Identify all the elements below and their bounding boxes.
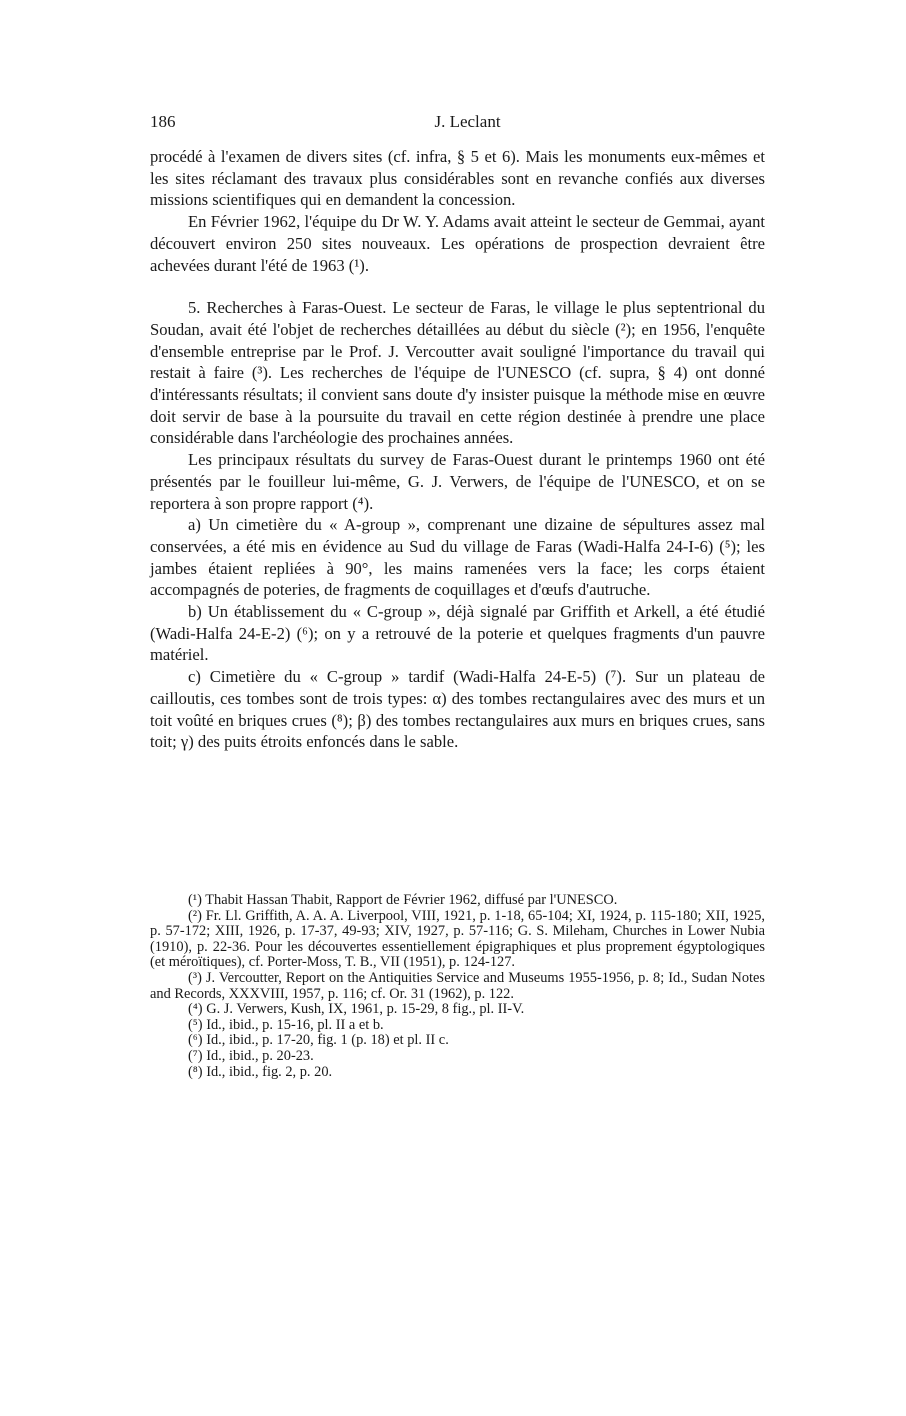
- list-paragraph-b: b) Un établissement du « C-group », déjà signalé par Griffith et Arkell, a été étudié (Wadi-Halfa 24-E-2) (⁶); on y a retrouvé de la poterie et quelques fragments d'un pauvre matériel.: [150, 602, 765, 665]
- paragraph: procédé à l'examen de divers sites (cf. infra, § 5 et 6). Mais les monuments eux-mêmes et les sites réclamant des travaux plus considérables sont en revanche confiés aux diverses missions scientifiques qui en demandent la concession.: [150, 147, 765, 210]
- footnote: (⁴) G. J. Verwers, Kush, IX, 1961, p. 15-29, 8 fig., pl. II-V.: [188, 1001, 525, 1018]
- paragraph: En Février 1962, l'équipe du Dr W. Y. Adams avait atteint le secteur de Gemmai, ayant découvert environ 250 sites nouveaux. Les opérations de prospection devraient être achevées durant l'été de 1963 (¹).: [150, 212, 765, 275]
- footnote: (²) Fr. Ll. Griffith, A. A. A. Liverpool, VIII, 1921, p. 1-18, 65-104; XI, 1924, p. 115-180; XII, 1925, p. 57-172; XIII, 1926, p. 17-37, 49-93; XIV, 1927, p. 57-116; G. S. Mileham, Churches in Lower Nubia (1910), p. 22-36. Pour les découvertes essentiellement épigraphiques et plus proprement égyptologiques (et méroïtiques), cf. Porter-Moss, T. B., VII (1951), p. 124-127.: [150, 907, 765, 971]
- list-paragraph-c: c) Cimetière du « C-group » tardif (Wadi-Halfa 24-E-5) (⁷). Sur un plateau de cailloutis, ces tombes sont de trois types: α) des tombes rectangulaires avec des murs et un toit voûté en briques crues (⁸); β) des tombes rectangulaires aux murs en briques crues, sans toit; γ) des puits étroits enfoncés dans le sable.: [150, 667, 765, 752]
- footnote: (⁷) Id., ibid., p. 20-23.: [188, 1047, 314, 1064]
- section-paragraph: 5. Recherches à Faras-Ouest. Le secteur de Faras, le village le plus septentrional du Soudan, avait été l'objet de recherches détaillées au début du siècle (²); en 1956, l'enquête d'ensemble entreprise par le Prof. J. Vercoutter avait souligné l'importance du travail qui restait à faire (³). Les recherches de l'équipe de l'UNESCO (cf. supra, § 4) ont donné d'intéressants résultats; il convient sans doute d'y insister puisque la méthode mise en œuvre doit servir de base à la poursuite du travail en cette région destinée à prendre une place considérable dans l'archéologie des prochaines années.: [150, 298, 765, 448]
- footnotes: [150, 893, 765, 1080]
- footnote: (³) J. Vercoutter, Report on the Antiquities Service and Museums 1955-1956, p. 8; Id., Sudan Notes and Records, XXXVIII, 1957, p. 116; cf. Or. 31 (1962), p. 122.: [150, 969, 765, 1002]
- running-head: J. Leclant: [434, 112, 501, 131]
- paragraph: Les principaux résultats du survey de Faras-Ouest durant le printemps 1960 ont été présentés par le fouilleur lui-même, G. J. Verwers, de l'équipe de l'UNESCO, et on se reportera à son propre rapport (⁴).: [150, 450, 765, 513]
- footnote: (⁵) Id., ibid., p. 15-16, pl. II a et b.: [188, 1016, 384, 1033]
- list-paragraph-a: a) Un cimetière du « A-group », comprenant une dizaine de sépultures assez mal conservées, a été mis en évidence au Sud du village de Faras (Wadi-Halfa 24-I-6) (⁵); les jambes étaient repliées à 90°, les mains ramenées vers la face; les corps étaient accompagnés de poteries, de fragments de coquillages et d'œufs d'autruche.: [150, 515, 765, 600]
- footnote: (⁸) Id., ibid., fig. 2, p. 20.: [188, 1063, 333, 1080]
- footnote: (¹) Thabit Hassan Thabit, Rapport de Février 1962, diffusé par l'UNESCO.: [188, 892, 618, 908]
- footnote: (⁶) Id., ibid., p. 17-20, fig. 1 (p. 18) et pl. II c.: [188, 1032, 449, 1049]
- page-header: [150, 112, 765, 136]
- page-number: 186: [150, 112, 176, 131]
- body-text: [150, 146, 765, 753]
